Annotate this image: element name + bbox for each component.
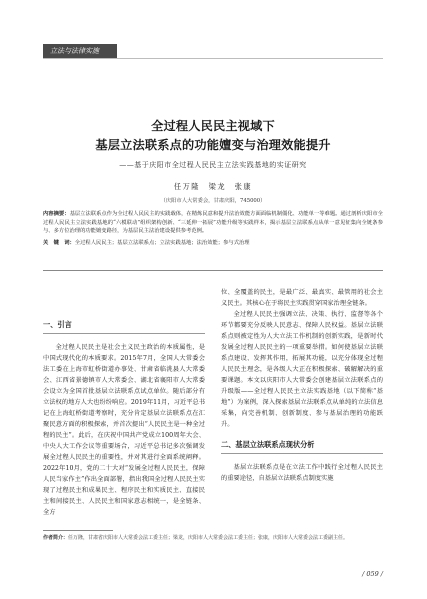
abstract-text: 基层立法联系点作为全过程人民民主的实践载体，在精炼民意和提升法治效能方面面临机制僵化、功能单一等难题。通过剖析庆阳市全过程人民民主立法实践基地的“六模联动”组织架构创新、“三延伸一拓展”功能升级等实践样本，揭示基层立法联系点从单一意见征集向全链条参与、多方位治理的功能嬗变路径，为基层民主法治建设提供参考范例。 [43, 211, 383, 235]
abstract-divider [43, 270, 383, 271]
section-heading-introduction: 一、引言 [43, 320, 72, 329]
page-number: / 059 / [362, 570, 383, 578]
keywords-text: 全过程人民民主；基层立法联系点；立法实践基地；法治效能；参与式治理 [74, 239, 250, 246]
article-subtitle: ——基于庆阳市全过程人民民主立法实践基地的实证研究 [119, 161, 307, 169]
abstract [43, 210, 383, 236]
keywords-label: 关 键 词： [43, 239, 75, 246]
footnote-label: 作者简介： [43, 535, 69, 541]
title-block [43, 117, 383, 171]
authors: 任万隆 梁龙 张康 [173, 182, 253, 191]
paragraph: 位、全覆盖的民主，是最广泛、最真实、最管用的社会主义民主。其核心在于将民主实践贯穿国家治理全链条。 [221, 289, 383, 307]
footnote-text: 任万隆，甘肃省庆阳市人大常委会法工委主任；梁龙，庆阳市人大常委会法工委主任；张康，庆阳市人大常委会法工委副主任。 [68, 535, 349, 541]
section-heading-status: 二、基层立法联系点现状分析 [221, 440, 315, 449]
article-title-line1: 全过程人民民主视域下 [151, 119, 275, 133]
paragraph: 基层立法联系点是在立法工作中践行全过程人民民主的重要途径，自基层立法联系点制度实施 [221, 464, 383, 482]
section-rule [221, 453, 383, 454]
header-divider [43, 58, 383, 59]
abstract-label: 内容摘要： [43, 211, 70, 217]
keywords [43, 239, 383, 248]
abstract-block [43, 210, 383, 247]
affiliation: （庆阳市人大常委会，甘肃庆阳，745000） [160, 198, 266, 204]
section-rule [43, 333, 205, 334]
right-column [221, 287, 383, 484]
left-column [43, 289, 205, 518]
paragraph: 全过程人民民主是社会主义民主政治的本质属性，是中国式现代化的本质要求。2015年7月，全国人大常委会法工委在上海市虹桥街道办事处、甘肃省临洮县人大常委会、江西省景德镇市人大常委会、湖北省襄阳市人大常委会设立为全国首批基层立法联系点试点单位。随后部分有立法权的地方人大也纷纷响应。2019年11月，习近平总书记在上海虹桥街道考察时，充分肯定基层立法联系点在汇聚民意方面的积极探索，并首次提出“人民民主是一种全过程的民主”。此后，在庆祝中国共产党成立100周年大会、中央人大工作会议等重要场合，习近平总书记多次强调发展全过程人民民主的重要性，并对其进行全面系统阐释。2022年10月，党的二十大对“发展全过程人民民主，保障人民当家作主”作出全面部署，指出我国全过程人民民主实现了过程民主和成果民主、程序民主和实质民主、直接民主和间接民主、人民民主和国家意志相统一，是全链条、全方 [43, 344, 205, 516]
footnote-divider [43, 530, 113, 531]
section-label: 立法与法律实施 [43, 44, 117, 58]
paragraph: 全过程人民民主强调立法、决策、执行、监督等各个环节都要充分反映人民意志、保障人民权益。基层立法联系点则被定性为人大立法工作机制的创新实践，是新时代发展全过程人民民主的一项重要举措。如何使基层立法联系点建设、发挥其作用，拓展其功能，以充分体现全过程人民民主理念，是各级人大正在积极探索、破解解决的重要课题。本文以庆阳市人大常委会创建基层立法联系点的升级版——全过程人民民主立法实践基地（以下简称“基地”）为案例，深入探索基层立法联系点从单纯的立法信息采集，向完善机制、创新制度、参与基层治理的功能跃升。 [221, 311, 383, 428]
footnote [43, 534, 383, 542]
article-title-line2: 基层立法联系点的功能嬗变与治理效能提升 [95, 138, 331, 152]
